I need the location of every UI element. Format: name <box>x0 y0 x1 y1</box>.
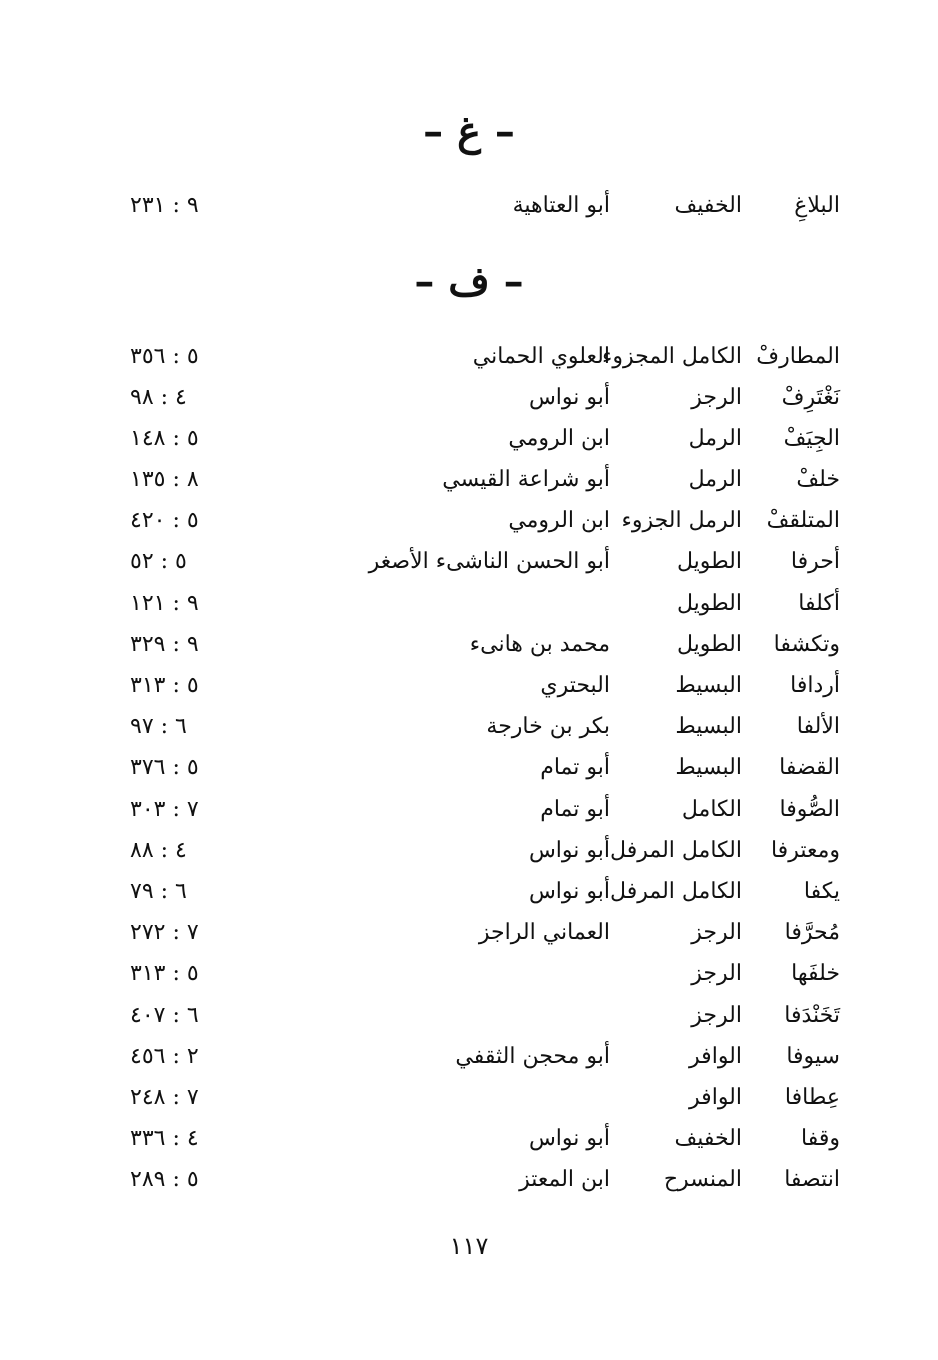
poet: محمد بن هانىء <box>469 632 610 657</box>
volume-page-ref: ٥ : ٣١٣ <box>130 961 199 986</box>
volume-page-ref: ٥ : ٣١٣ <box>130 673 199 698</box>
index-row <box>0 707 938 747</box>
poet: أبو الحسن الناشىء الأصغر <box>368 549 610 574</box>
rhyme-word: وتكشفا <box>773 632 840 657</box>
rhyme-word: سيوفا <box>786 1044 840 1069</box>
index-row <box>0 1160 938 1200</box>
index-row <box>0 501 938 541</box>
index-row <box>0 625 938 665</box>
meter: الرجز <box>691 961 742 986</box>
index-row <box>0 419 938 459</box>
rhyme-word: المطارفْ <box>756 344 840 369</box>
rhyme-word: البلاغِ <box>794 193 840 218</box>
page-number: ١١٧ <box>449 1232 489 1260</box>
volume-page-ref: ٥ : ٥٢ <box>130 549 187 574</box>
poet: العماني الراجز <box>478 920 610 945</box>
meter: الكامل المرفل <box>610 879 742 904</box>
index-row <box>0 337 938 377</box>
volume-page-ref: ٤ : ٩٨ <box>130 385 187 410</box>
volume-page-ref: ٩ : ٢٣١ <box>130 193 199 218</box>
rhyme-word: الصُّوفا <box>779 797 840 822</box>
poet: أبو نواس <box>528 1126 610 1151</box>
section-heading-fa: – ف – <box>414 258 524 305</box>
poet: بكر بن خارجة <box>486 714 610 739</box>
index-row <box>0 542 938 582</box>
poet: أبو محجن الثقفي <box>455 1044 610 1069</box>
poet: أبو نواس <box>528 838 610 863</box>
poet: العلوي الحماني <box>472 344 610 369</box>
volume-page-ref: ٢ : ٤٥٦ <box>130 1044 199 1069</box>
meter: الوافر <box>689 1085 742 1110</box>
volume-page-ref: ٥ : ٣٧٦ <box>130 755 199 780</box>
poet: ابن الرومي <box>508 426 610 451</box>
index-row <box>0 584 938 624</box>
volume-page-ref: ٦ : ٧٩ <box>130 879 187 904</box>
meter: الكامل <box>681 797 742 822</box>
poet: ابن المعتز <box>519 1167 610 1192</box>
rhyme-word: الألفا <box>796 714 840 739</box>
volume-page-ref: ٤ : ٨٨ <box>130 838 187 863</box>
index-row <box>0 996 938 1036</box>
meter: البسيط <box>675 714 742 739</box>
rhyme-word: خلفْ <box>796 467 840 492</box>
poet: أبو نواس <box>528 385 610 410</box>
rhyme-word: الجِيَفْ <box>783 426 840 451</box>
meter: الكامل المجزوء <box>602 344 742 369</box>
index-row <box>0 831 938 871</box>
meter: الطويل <box>676 591 742 616</box>
index-row <box>0 186 938 226</box>
meter: الرمل <box>688 467 742 492</box>
rhyme-word: خلفَها <box>791 961 840 986</box>
poet: أبو نواس <box>528 879 610 904</box>
rhyme-word: عِطافا <box>784 1085 840 1110</box>
index-row <box>0 1078 938 1118</box>
rhyme-word: ومعترفا <box>770 838 840 863</box>
meter: الرجز <box>691 385 742 410</box>
meter: الطويل <box>676 549 742 574</box>
rhyme-word: انتصفا <box>784 1167 840 1192</box>
meter: الخفيف <box>674 193 742 218</box>
volume-page-ref: ٦ : ٤٠٧ <box>130 1003 199 1028</box>
meter: الرمل <box>688 426 742 451</box>
meter: الرجز <box>691 920 742 945</box>
volume-page-ref: ٤ : ٣٣٦ <box>130 1126 199 1151</box>
meter: الرمل الجزوء <box>621 508 742 533</box>
volume-page-ref: ٨ : ١٣٥ <box>130 467 199 492</box>
volume-page-ref: ٥ : ٤٢٠ <box>130 508 199 533</box>
section-heading-ghayn: – غ – <box>423 108 515 155</box>
volume-page-ref: ٥ : ١٤٨ <box>130 426 199 451</box>
volume-page-ref: ٧ : ٣٠٣ <box>130 797 199 822</box>
rhyme-word: أحرفا <box>790 549 840 574</box>
index-row <box>0 1119 938 1159</box>
index-row <box>0 378 938 418</box>
volume-page-ref: ٦ : ٩٧ <box>130 714 187 739</box>
meter: الرجز <box>691 1003 742 1028</box>
index-row <box>0 954 938 994</box>
rhyme-word: مُحرَّفا <box>784 920 840 945</box>
volume-page-ref: ٩ : ١٢١ <box>130 591 199 616</box>
index-row <box>0 872 938 912</box>
rhyme-word: المتلقفْ <box>766 508 840 533</box>
index-row <box>0 1037 938 1077</box>
meter: الطويل <box>676 632 742 657</box>
poet: أبو تمام <box>540 755 610 780</box>
meter: الخفيف <box>674 1126 742 1151</box>
rhyme-word: تَخَنْدَفا <box>784 1003 840 1028</box>
poet: أبو شراعة القيسي <box>442 467 610 492</box>
meter: الكامل المرفل <box>610 838 742 863</box>
rhyme-word: أردافا <box>790 673 840 698</box>
volume-page-ref: ٧ : ٢٧٢ <box>130 920 199 945</box>
index-row <box>0 460 938 500</box>
rhyme-word: يكفا <box>803 879 840 904</box>
meter: البسيط <box>675 755 742 780</box>
volume-page-ref: ٥ : ٢٨٩ <box>130 1167 199 1192</box>
poet: أبو تمام <box>540 797 610 822</box>
rhyme-word: وقفا <box>801 1126 840 1151</box>
poet: البحتري <box>540 673 610 698</box>
meter: الوافر <box>689 1044 742 1069</box>
poet: ابن الرومي <box>508 508 610 533</box>
index-row <box>0 748 938 788</box>
rhyme-word: القضفا <box>779 755 840 780</box>
index-row <box>0 913 938 953</box>
meter: المنسرح <box>663 1167 742 1192</box>
volume-page-ref: ٩ : ٣٢٩ <box>130 632 199 657</box>
rhyme-word: أكلفا <box>798 591 840 616</box>
volume-page-ref: ٧ : ٢٤٨ <box>130 1085 199 1110</box>
rhyme-word: نَغْتَرِفْ <box>781 385 840 410</box>
volume-page-ref: ٥ : ٣٥٦ <box>130 344 199 369</box>
index-row <box>0 666 938 706</box>
poet: أبو العتاهية <box>512 193 610 218</box>
index-row <box>0 790 938 830</box>
meter: البسيط <box>675 673 742 698</box>
